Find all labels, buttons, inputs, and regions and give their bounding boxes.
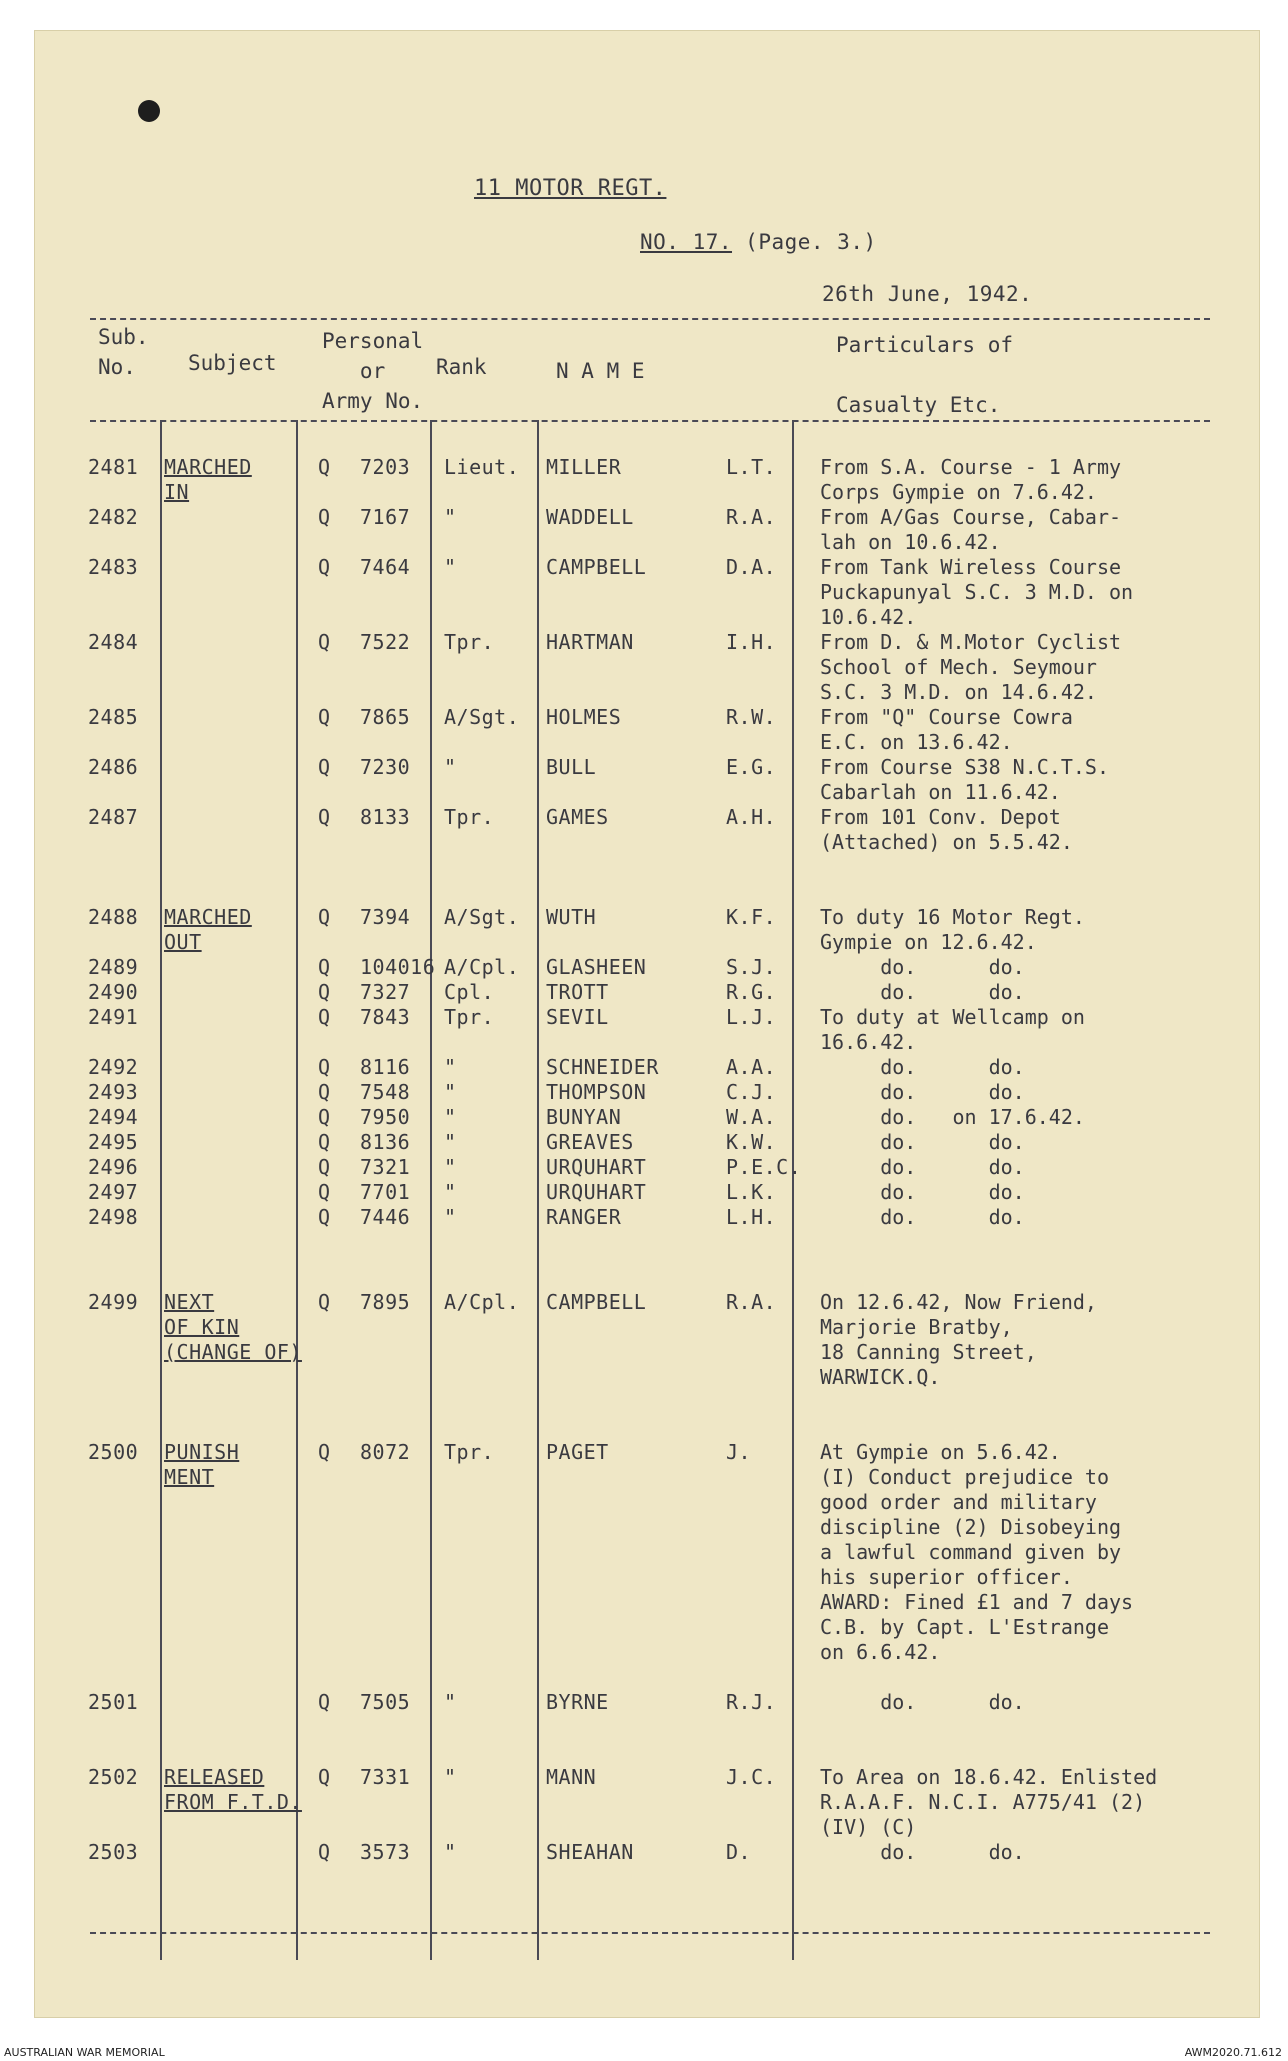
sub-no: 2486 xyxy=(88,755,139,779)
particulars: do. do. xyxy=(820,1080,1025,1104)
number-prefix: Q xyxy=(318,755,331,779)
number-prefix: Q xyxy=(318,805,331,829)
rank: " xyxy=(444,1690,457,1714)
header-divider-top xyxy=(90,318,1210,320)
sub-no: 2496 xyxy=(88,1155,139,1179)
number-prefix: Q xyxy=(318,955,331,979)
number-prefix: Q xyxy=(318,1290,331,1314)
particulars: do. do. xyxy=(820,955,1025,979)
sub-no: 2484 xyxy=(88,630,139,654)
col-rule-4 xyxy=(537,420,539,1960)
sub-no: 2497 xyxy=(88,1180,139,1204)
number-prefix: Q xyxy=(318,1765,331,1789)
name: MANN xyxy=(546,1765,597,1789)
col-rule-5 xyxy=(792,420,794,1960)
name: GLASHEEN xyxy=(546,955,647,979)
initials: W.A. xyxy=(726,1105,777,1129)
personal-number: 7321 xyxy=(360,1155,411,1179)
col-name: N A M E xyxy=(556,359,645,383)
number-prefix: Q xyxy=(318,1005,331,1029)
name: SEVIL xyxy=(546,1005,609,1029)
particulars: do. do. xyxy=(820,1180,1025,1204)
initials: I.H. xyxy=(726,630,777,654)
personal-number: 7950 xyxy=(360,1105,411,1129)
number-prefix: Q xyxy=(318,1055,331,1079)
particulars: To duty at Wellcamp on 16.6.42. xyxy=(820,1005,1085,1054)
personal-number: 7327 xyxy=(360,980,411,1004)
rank: " xyxy=(444,1180,457,1204)
initials: R.A. xyxy=(726,505,777,529)
rank: Lieut. xyxy=(444,455,520,479)
number-prefix: Q xyxy=(318,455,331,479)
name: GAMES xyxy=(546,805,609,829)
sub-no: 2488 xyxy=(88,905,139,929)
sub-no: 2489 xyxy=(88,955,139,979)
col-personal-no: Personal or Army No. xyxy=(322,329,424,413)
number-prefix: Q xyxy=(318,1440,331,1464)
personal-number: 7895 xyxy=(360,1290,411,1314)
personal-number: 104016 xyxy=(360,955,436,979)
particulars: From Course S38 N.C.T.S. Cabarlah on 11.6.42. xyxy=(820,755,1109,804)
particulars: do. do. xyxy=(820,1130,1025,1154)
number-prefix: Q xyxy=(318,1690,331,1714)
sub-no: 2503 xyxy=(88,1840,139,1864)
particulars: do. do. xyxy=(820,1155,1025,1179)
name: MILLER xyxy=(546,455,622,479)
order-number-label: NO. 17. xyxy=(640,230,733,254)
particulars: To Area on 18.6.42. Enlisted R.A.A.F. N.C.I. A775/41 (2) (IV) (C) xyxy=(820,1765,1158,1839)
initials: L.J. xyxy=(726,1005,777,1029)
number-prefix: Q xyxy=(318,1080,331,1104)
rank: " xyxy=(444,1080,457,1104)
particulars: do. on 17.6.42. xyxy=(820,1105,1085,1129)
name: URQUHART xyxy=(546,1155,647,1179)
rank: " xyxy=(444,505,457,529)
name: BUNYAN xyxy=(546,1105,622,1129)
rank: " xyxy=(444,1205,457,1229)
number-prefix: Q xyxy=(318,980,331,1004)
rank: " xyxy=(444,1055,457,1079)
personal-number: 7394 xyxy=(360,905,411,929)
footer-right: AWM2020.71.612 xyxy=(1184,2046,1282,2059)
number-prefix: Q xyxy=(318,1130,331,1154)
rank: Tpr. xyxy=(444,1440,495,1464)
initials: P.E.C. xyxy=(726,1155,802,1179)
personal-number: 7167 xyxy=(360,505,411,529)
sub-no: 2499 xyxy=(88,1290,139,1314)
particulars: From Tank Wireless Course Puckapunyal S.C. 3 M.D. on 10.6.42. xyxy=(820,555,1134,629)
name: URQUHART xyxy=(546,1180,647,1204)
rank: Cpl. xyxy=(444,980,495,1004)
number-prefix: Q xyxy=(318,705,331,729)
name: BULL xyxy=(546,755,597,779)
number-prefix: Q xyxy=(318,1205,331,1229)
sub-no: 2492 xyxy=(88,1055,139,1079)
subject: MARCHED OUT xyxy=(164,905,252,954)
name: CAMPBELL xyxy=(546,555,647,579)
personal-number: 7446 xyxy=(360,1205,411,1229)
order-date: 26th June, 1942. xyxy=(822,282,1033,306)
initials: L.H. xyxy=(726,1205,777,1229)
personal-number: 7464 xyxy=(360,555,411,579)
rank: Tpr. xyxy=(444,805,495,829)
number-prefix: Q xyxy=(318,905,331,929)
name: PAGET xyxy=(546,1440,609,1464)
rank: " xyxy=(444,1765,457,1789)
sub-no: 2490 xyxy=(88,980,139,1004)
number-prefix: Q xyxy=(318,1840,331,1864)
subject: PUNISH MENT xyxy=(164,1440,240,1489)
initials: K.W. xyxy=(726,1130,777,1154)
sub-no: 2500 xyxy=(88,1440,139,1464)
sub-no: 2501 xyxy=(88,1690,139,1714)
initials: R.J. xyxy=(726,1690,777,1714)
rank: " xyxy=(444,1105,457,1129)
name: HOLMES xyxy=(546,705,622,729)
sub-no: 2498 xyxy=(88,1205,139,1229)
col-rule-2 xyxy=(296,420,298,1960)
unit-title: 11 MOTOR REGT. xyxy=(474,176,667,201)
sub-no: 2485 xyxy=(88,705,139,729)
personal-number: 7701 xyxy=(360,1180,411,1204)
initials: J. xyxy=(726,1440,752,1464)
table-end-divider xyxy=(90,1932,1210,1934)
personal-number: 7331 xyxy=(360,1765,411,1789)
name: CAMPBELL xyxy=(546,1290,647,1314)
particulars: On 12.6.42, Now Friend, Marjorie Bratby, 18 Canning Street, WARWICK.Q. xyxy=(820,1290,1097,1389)
col-rule-3 xyxy=(430,420,432,1960)
personal-number: 7548 xyxy=(360,1080,411,1104)
initials: R.A. xyxy=(726,1290,777,1314)
order-number xyxy=(640,230,877,254)
number-prefix: Q xyxy=(318,505,331,529)
initials: J.C. xyxy=(726,1765,777,1789)
number-prefix: Q xyxy=(318,1105,331,1129)
initials: E.G. xyxy=(726,755,777,779)
particulars: From "Q" Course Cowra E.C. on 13.6.42. xyxy=(820,705,1073,754)
initials: R.G. xyxy=(726,980,777,1004)
initials: A.H. xyxy=(726,805,777,829)
punch-hole xyxy=(138,100,160,122)
personal-number: 7203 xyxy=(360,455,411,479)
particulars: do. do. xyxy=(820,1205,1025,1229)
col-sub-no: Sub. No. xyxy=(98,325,149,379)
header-divider-bottom xyxy=(90,420,1210,422)
footer-left: AUSTRALIAN WAR MEMORIAL xyxy=(4,2046,165,2059)
initials: S.J. xyxy=(726,955,777,979)
personal-number: 3573 xyxy=(360,1840,411,1864)
name: WUTH xyxy=(546,905,597,929)
particulars: do. do. xyxy=(820,1840,1025,1864)
number-prefix: Q xyxy=(318,630,331,654)
initials: L.K. xyxy=(726,1180,777,1204)
rank: Tpr. xyxy=(444,630,495,654)
name: TROTT xyxy=(546,980,609,1004)
number-prefix: Q xyxy=(318,1155,331,1179)
personal-number: 8116 xyxy=(360,1055,411,1079)
name: SCHNEIDER xyxy=(546,1055,659,1079)
particulars: To duty 16 Motor Regt. Gympie on 12.6.42. xyxy=(820,905,1085,954)
particulars: do. do. xyxy=(820,980,1025,1004)
initials: C.J. xyxy=(726,1080,777,1104)
initials: D.A. xyxy=(726,555,777,579)
particulars: From 101 Conv. Depot (Attached) on 5.5.42. xyxy=(820,805,1073,854)
sub-no: 2482 xyxy=(88,505,139,529)
initials: A.A. xyxy=(726,1055,777,1079)
rank: " xyxy=(444,755,457,779)
rank: A/Sgt. xyxy=(444,705,520,729)
subject: RELEASED FROM F.T.D. xyxy=(164,1765,302,1814)
rank: " xyxy=(444,1155,457,1179)
rank: Tpr. xyxy=(444,1005,495,1029)
subject: NEXT OF KIN (CHANGE OF) xyxy=(164,1290,302,1364)
particulars: At Gympie on 5.6.42. (I) Conduct prejudice to good order and military discipline (2) Disobeying a lawful command given by his superior officer. AWARD: Fined £1 and 7 days C.B. by Capt. L'Estrange on 6.6.42. xyxy=(820,1440,1134,1664)
rank: A/Cpl. xyxy=(444,1290,520,1314)
particulars: From D. & M.Motor Cyclist School of Mech. Seymour S.C. 3 M.D. on 14.6.42. xyxy=(820,630,1122,704)
page-number: (Page. 3.) xyxy=(745,230,877,254)
personal-number: 8133 xyxy=(360,805,411,829)
name: THOMPSON xyxy=(546,1080,647,1104)
rank: " xyxy=(444,555,457,579)
initials: R.W. xyxy=(726,705,777,729)
sub-no: 2483 xyxy=(88,555,139,579)
particulars: do. do. xyxy=(820,1055,1025,1079)
sub-no: 2481 xyxy=(88,455,139,479)
rank: A/Sgt. xyxy=(444,905,520,929)
sub-no: 2494 xyxy=(88,1105,139,1129)
col-subject: Subject xyxy=(188,351,277,375)
personal-number: 7505 xyxy=(360,1690,411,1714)
sub-no: 2491 xyxy=(88,1005,139,1029)
number-prefix: Q xyxy=(318,555,331,579)
sub-no: 2495 xyxy=(88,1130,139,1154)
rank: " xyxy=(444,1130,457,1154)
personal-number: 8136 xyxy=(360,1130,411,1154)
particulars: do. do. xyxy=(820,1690,1025,1714)
initials: L.T. xyxy=(726,455,777,479)
col-rule-1 xyxy=(160,420,162,1960)
name: BYRNE xyxy=(546,1690,609,1714)
number-prefix: Q xyxy=(318,1180,331,1204)
sub-no: 2493 xyxy=(88,1080,139,1104)
name: HARTMAN xyxy=(546,630,634,654)
name: WADDELL xyxy=(546,505,634,529)
initials: D. xyxy=(726,1840,752,1864)
name: GREAVES xyxy=(546,1130,634,1154)
rank: A/Cpl. xyxy=(444,955,520,979)
particulars: From S.A. Course - 1 Army Corps Gympie on 7.6.42. xyxy=(820,455,1122,504)
particulars: From A/Gas Course, Cabar- lah on 10.6.42. xyxy=(820,505,1122,554)
subject: MARCHED IN xyxy=(164,455,252,504)
sub-no: 2487 xyxy=(88,805,139,829)
initials: K.F. xyxy=(726,905,777,929)
name: SHEAHAN xyxy=(546,1840,634,1864)
col-particulars: Particulars of Casualty Etc. xyxy=(836,333,1014,417)
personal-number: 7522 xyxy=(360,630,411,654)
personal-number: 7865 xyxy=(360,705,411,729)
personal-number: 7230 xyxy=(360,755,411,779)
col-rank: Rank xyxy=(436,355,487,379)
personal-number: 7843 xyxy=(360,1005,411,1029)
name: RANGER xyxy=(546,1205,622,1229)
personal-number: 8072 xyxy=(360,1440,411,1464)
sub-no: 2502 xyxy=(88,1765,139,1789)
rank: " xyxy=(444,1840,457,1864)
